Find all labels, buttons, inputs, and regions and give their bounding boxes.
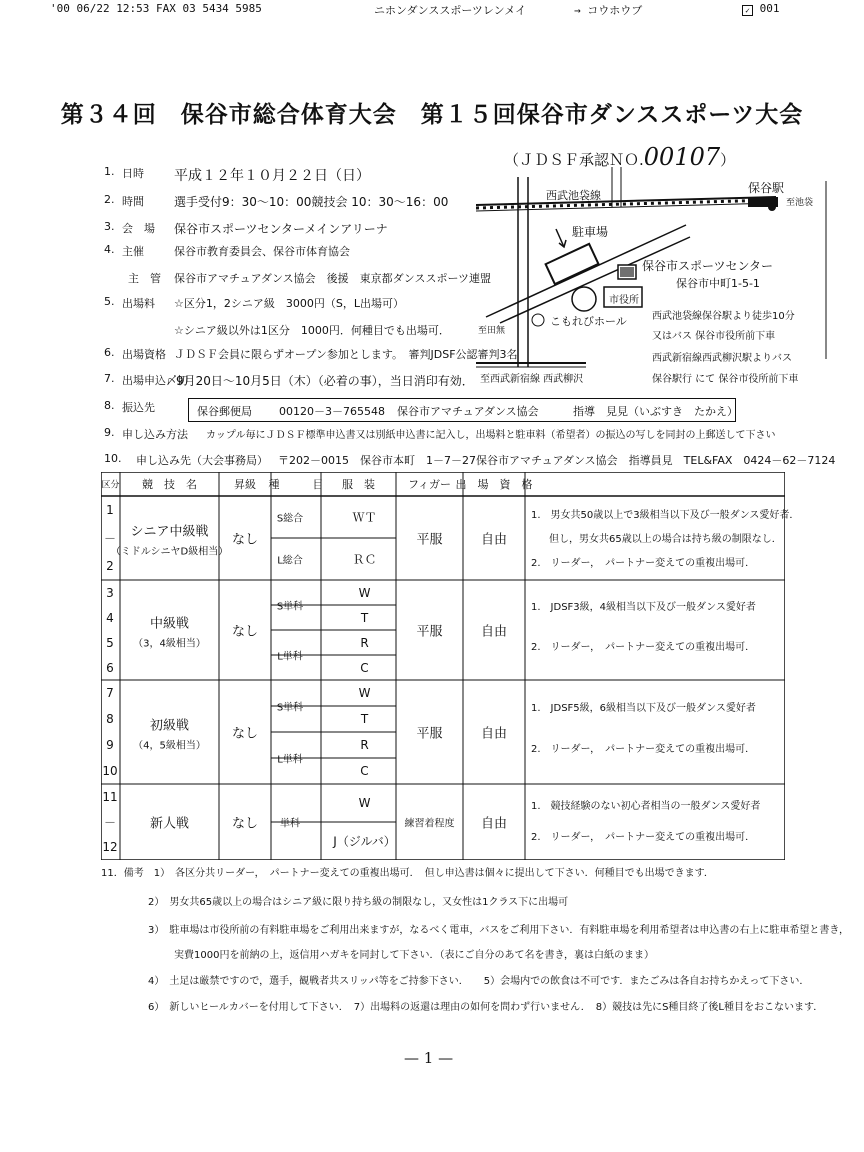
map-access-1: 西武池袋線保谷駅より徒歩10分 <box>652 311 795 322</box>
division-number: 8 <box>106 712 114 726</box>
info-label: 出場申込〆切 <box>122 374 188 387</box>
division-number: － <box>103 531 117 546</box>
info-number: 2. <box>104 193 115 206</box>
division-number: 3 <box>106 585 114 600</box>
qualification-line: 1. 男女共50歳以上で3級相当以下及び一般ダンス愛好者． <box>531 510 800 521</box>
info-value: 平成１２年１０月２２日（日） <box>174 168 370 184</box>
info-value: ☆シニア級以外は1区分 1000円．何種目でも出場可． <box>174 324 450 337</box>
competition-table <box>101 472 800 860</box>
division-number: － <box>103 815 117 830</box>
dress-code: 平服 <box>416 624 443 640</box>
dress-code: 平服 <box>416 532 443 548</box>
qualification-line: 但し，男女共65歳以上の場合は持ち級の制限なし． <box>549 534 782 545</box>
qualification-line: 2. リーダー， パートナー変えての重複出場可． <box>531 642 756 653</box>
info-label: 会 場 <box>122 222 155 235</box>
note-line: 11．備考 1） 各区分共リーダー， パートナー変えての重複出場可． 但し申込書は個々に提出して下さい．何種目でも出場できます． <box>101 868 714 879</box>
map-city-hall: 市役所 <box>609 295 639 306</box>
table-header: 区分 <box>101 480 120 491</box>
info-value: 9月20日～10月5日（木）（必着の事），当日消印有効． <box>176 374 474 388</box>
info-number: 4. <box>104 243 115 256</box>
fax-sender: ニホンダンススポーツレンメイ <box>374 4 527 17</box>
map-parking: 駐車場 <box>572 225 609 239</box>
division-number: 9 <box>106 738 114 752</box>
figure-rule: 自由 <box>480 816 508 832</box>
event-name: T <box>360 712 369 726</box>
approval-prefix: （ＪＤＳＦ承認ＮＯ. <box>504 151 644 169</box>
info-label: 日時 <box>122 167 144 180</box>
event-type: S総合 <box>276 513 304 525</box>
map-address: 保谷市中町1-5-1 <box>676 277 760 290</box>
event-name: R <box>360 738 369 752</box>
info-value: ＪＤＳＦ会員に限らずオープン参加とします。 審判JDSF公認審判3名 <box>174 348 518 361</box>
competition-level: （ミドルシニヤD級相当） <box>110 546 229 558</box>
map-sports-center: 保谷市スポーツセンター <box>642 259 774 273</box>
dress-code: 練習着程度 <box>404 818 455 830</box>
info-value: 保谷市教育委員会、保谷市体育協会 <box>174 245 350 258</box>
info-number: 6. <box>104 346 115 359</box>
event-name: ＷＴ <box>352 510 377 525</box>
event-name: C <box>360 764 369 778</box>
division-number: 12 <box>102 840 118 855</box>
info-label: 主催 <box>122 245 144 258</box>
page-title: 第３４回 保谷市総合体育大会 第１５回保谷市ダンススポーツ大会 <box>60 101 804 128</box>
table-header: 服 装 <box>342 478 375 491</box>
qualification-line: 2. リーダー， パートナー変えての重複出場可． <box>531 831 756 843</box>
competition-level: （3，4級相当） <box>133 638 206 650</box>
division-number: 1 <box>106 503 114 517</box>
event-name: W <box>358 585 371 600</box>
qualification-line: 1. 競技経験のない初心者相当の一般ダンス愛好者 <box>531 801 761 813</box>
note-line: 2） 男女共65歳以上の場合はシニア級に限り持ち級の制限なし，又女性は1クラス下に出場可 <box>148 897 569 908</box>
promotion: なし <box>231 532 259 548</box>
info-label: 時間 <box>122 195 144 208</box>
remit-account: 00120－3－765548 <box>279 405 385 418</box>
info-number: 1. <box>104 165 115 178</box>
division-number: 10 <box>102 764 118 778</box>
note-line: 3） 駐車場は市役所前の有料駐車場をご利用出来ますが，なるべく電車，バスをご利用下さい．有料駐車場を利用希望者は申込書の右上に駐車希望と書き， <box>148 925 849 936</box>
figure-rule: 自由 <box>480 532 508 548</box>
note-line: 6） 新しいヒールカバーを付用して下さい． 7）出場料の返還は理由の如何を問わず行いません． 8）競技は先にS種目終了後L種目をおこないます． <box>148 1002 824 1013</box>
info-value: ☆区分1，2シニア級 3000円（S，L出場可） <box>174 297 404 310</box>
event-type: S単科 <box>276 702 304 714</box>
event-type: 単科 <box>280 818 300 830</box>
map-to-tanashi: 至田無 <box>478 326 506 336</box>
info-number: 10. <box>104 452 122 465</box>
info-value: カップル毎にＪＤＳＦ標準申込書又は別紙申込書に記入し，出場料と駐車料（希望者）の振込の写しを同封の上郵送して下さい <box>206 430 776 441</box>
info-value: 保谷市スポーツセンターメインアリーナ <box>174 222 388 236</box>
info-label: 申し込み先（大会事務局） <box>136 454 268 467</box>
info-label: 主 管 <box>128 272 161 285</box>
remit-bank: 保谷郵便局 <box>197 405 252 418</box>
approval-number-handwritten: 00107 <box>643 143 721 171</box>
event-name: W <box>358 686 371 700</box>
promotion: なし <box>231 816 259 832</box>
qualification-line: 1. JDSF3級，4級相当以下及び一般ダンス愛好者 <box>531 602 756 613</box>
info-number: 3. <box>104 220 115 233</box>
map-komorebi: こもれびホール <box>550 315 627 328</box>
table-header: 種 目 <box>268 478 324 491</box>
map-access-2: 又はバス 保谷市役所前下車 <box>652 331 776 342</box>
map-access-4: 保谷駅行 にて 保谷市役所前下車 <box>652 374 799 385</box>
map-line-top: 西武池袋線 <box>546 189 601 202</box>
division-number: 5 <box>106 635 114 650</box>
event-name: ＲＣ <box>352 552 377 567</box>
info-number: 9. <box>104 426 115 439</box>
qualification-line: 2. リーダー， パートナー変えての重複出場可． <box>531 558 756 569</box>
division-number: 11 <box>102 789 118 804</box>
info-label: 出場資格 <box>122 348 166 361</box>
competition-name: 新人戦 <box>149 816 190 832</box>
competition-name: 初級戦 <box>149 718 190 734</box>
event-type: L単科 <box>277 651 303 663</box>
remit-payee: 保谷市アマチュアダンス協会 <box>397 405 539 418</box>
note-line: 4） 土足は厳禁ですので，選手，観戦者共スリッパ等をご持参下さい． 5）会場内での飲食は不可です．またごみは各自お持ちかえって下さい． <box>148 976 810 987</box>
division-number: 4 <box>106 610 114 625</box>
remit-person: 指導 見見（いぶすき たかえ） <box>573 405 738 418</box>
division-number: 6 <box>106 660 114 675</box>
dress-code: 平服 <box>416 726 443 742</box>
fax-recipient: → コウホウブ <box>574 4 643 17</box>
map-access-3: 西武新宿線西武柳沢駅よりバス <box>652 353 792 364</box>
info-label: 振込先 <box>122 401 155 414</box>
promotion: なし <box>231 624 259 640</box>
approval-suffix: ） <box>720 151 736 169</box>
info-number: 5. <box>104 295 115 308</box>
event-name: C <box>360 660 369 675</box>
event-type: L単科 <box>277 754 303 766</box>
map-station: 保谷駅 <box>748 181 785 195</box>
division-number: 7 <box>106 686 114 700</box>
info-value: 〒202－0015 保谷市本町 1－7－27保谷市アマチュアダンス協会 指導員見 TEL&FAX 0424－62－7124 <box>278 454 836 467</box>
access-map <box>476 167 846 389</box>
competition-level: （4，5級相当） <box>133 740 206 752</box>
page-number: — 1 — <box>404 1049 454 1067</box>
competition-name: 中級戦 <box>149 616 190 632</box>
event-name: W <box>358 796 371 810</box>
map-line-bottom: 至西武新宿線 西武柳沢 <box>480 374 584 385</box>
checked-box-icon: ✓ <box>742 5 753 16</box>
info-number: 8. <box>104 399 115 412</box>
info-label: 出場料 <box>122 297 155 310</box>
note-line: 実費1000円を前納の上，返信用ハガキを同封して下さい．（表にご自分のあて名を書き，裏は白紙のまま） <box>174 950 655 961</box>
division-number: 2 <box>106 559 114 573</box>
competition-name: シニア中級戦 <box>130 524 209 540</box>
figure-rule: 自由 <box>480 726 508 742</box>
fax-datetime: '00 06/22 12:53 FAX 03 5434 5985 <box>50 2 262 15</box>
qualification-line: 2. リーダー， パートナー変えての重複出場可． <box>531 744 756 756</box>
event-name: T <box>360 610 369 625</box>
event-name: J（ジルバ） <box>333 834 396 849</box>
event-type: L総合 <box>277 555 303 567</box>
map-to-ikebukuro: 至池袋 <box>786 198 814 208</box>
event-type: S単科 <box>276 601 304 613</box>
table-header: 競 技 名 <box>142 478 197 491</box>
table-header: 昇級 <box>234 478 256 491</box>
fax-page-number: 001 <box>759 2 780 15</box>
info-label: 申し込み方法 <box>122 428 188 441</box>
table-header: フィガー <box>407 478 452 491</box>
info-value: 選手受付9：30～10：00競技会 10：30～16：00 <box>174 195 449 209</box>
info-value: 保谷市アマチュアダンス協会 後援 東京都ダンススポーツ連盟 <box>174 272 492 285</box>
promotion: なし <box>231 726 259 742</box>
figure-rule: 自由 <box>480 624 508 640</box>
table-header: 出 場 資 格 <box>455 478 533 491</box>
qualification-line: 1. JDSF5級，6級相当以下及び一般ダンス愛好者 <box>531 702 756 714</box>
info-number: 7. <box>104 372 115 385</box>
event-name: R <box>360 635 369 650</box>
remittance-box <box>188 398 736 422</box>
fax-page <box>742 2 780 16</box>
